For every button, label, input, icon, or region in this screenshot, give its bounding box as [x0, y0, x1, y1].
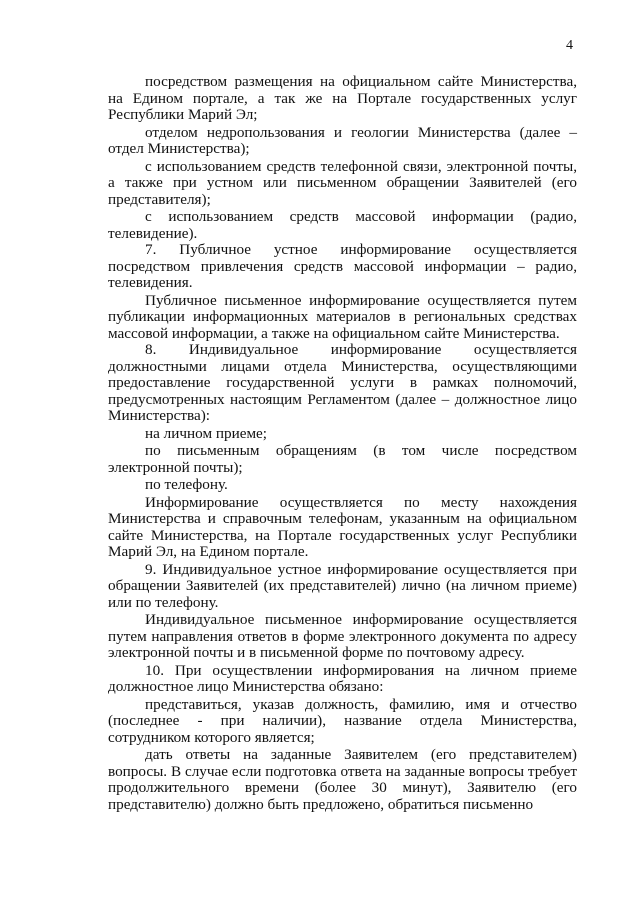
paragraph-location: Информирование осуществляется по месту нахождения Министерства и справочным телефонам, указанным на официальном сайте Министерства, на Портале государственных услуг Республики Марий Эл, на Едином портале. [108, 493, 577, 560]
paragraph-item-9: 9. Индивидуальное устное информирование осуществляется при обращении Заявителей (их представителей) лично (на личном приеме) или по телефону. [108, 560, 577, 611]
paragraph-public-written: Публичное письменное информирование осуществляется путем публикации информационных материалов в региональных средствах массовой информации, а также на официальном сайте Министерства. [108, 291, 577, 342]
paragraph-item-8: 8. Индивидуальное информирование осуществляется должностными лицами отдела Министерства, осуществляющими предоставление государственной услуги в рамках полномочий, предусмотренных настоящим Регламентом (далее – должностное лицо Министерства): [108, 341, 577, 424]
paragraph-publication-methods: посредством размещения на официальном сайте Министерства, на Едином портале, а так же на Портале государственных услуг Республики Марий Эл; [108, 73, 577, 123]
paragraph-phone-email: с использованием средств телефонной связи, электронной почты, а также при устном или письменном обращении Заявителей (его представителя); [108, 157, 577, 208]
paragraph-item-7: 7. Публичное устное информирование осуществляется посредством привлечения средств массовой информации – радио, телевидения. [108, 241, 577, 291]
paragraph-mass-media: с использованием средств массовой информации (радио, телевидение). [108, 208, 577, 242]
paragraph-introduce: представиться, указав должность, фамилию, имя и отчество (последнее - при наличии), название отдела Министерства, сотрудником которого является; [108, 695, 577, 746]
page-number: 4 [566, 38, 573, 53]
document-body [108, 74, 577, 813]
paragraph-by-phone: по телефону. [145, 476, 228, 493]
paragraph-item-10: 10. При осуществлении информирования на личном приеме должностное лицо Министерства обязано: [108, 661, 577, 695]
paragraph-answers: дать ответы на заданные Заявителем (его представителем) вопросы. В случае если подготовка ответа на заданные вопросы требует продолжительного времени (более 30 минут), Заявителю (его представителю) должно быть предложено, обратиться письменно [108, 746, 577, 813]
paragraph-personal-reception: на личном приеме; [145, 424, 268, 442]
paragraph-individual-written: Индивидуальное письменное информирование осуществляется путем направления ответов в форме электронного документа по адресу электронной почты и в письменной форме по почтовому адресу. [108, 611, 577, 661]
paragraph-department: отделом недропользования и геологии Министерства (далее – отдел Министерства); [108, 123, 577, 157]
paragraph-written-requests: по письменным обращениям (в том числе посредством электронной почты); [108, 442, 577, 476]
